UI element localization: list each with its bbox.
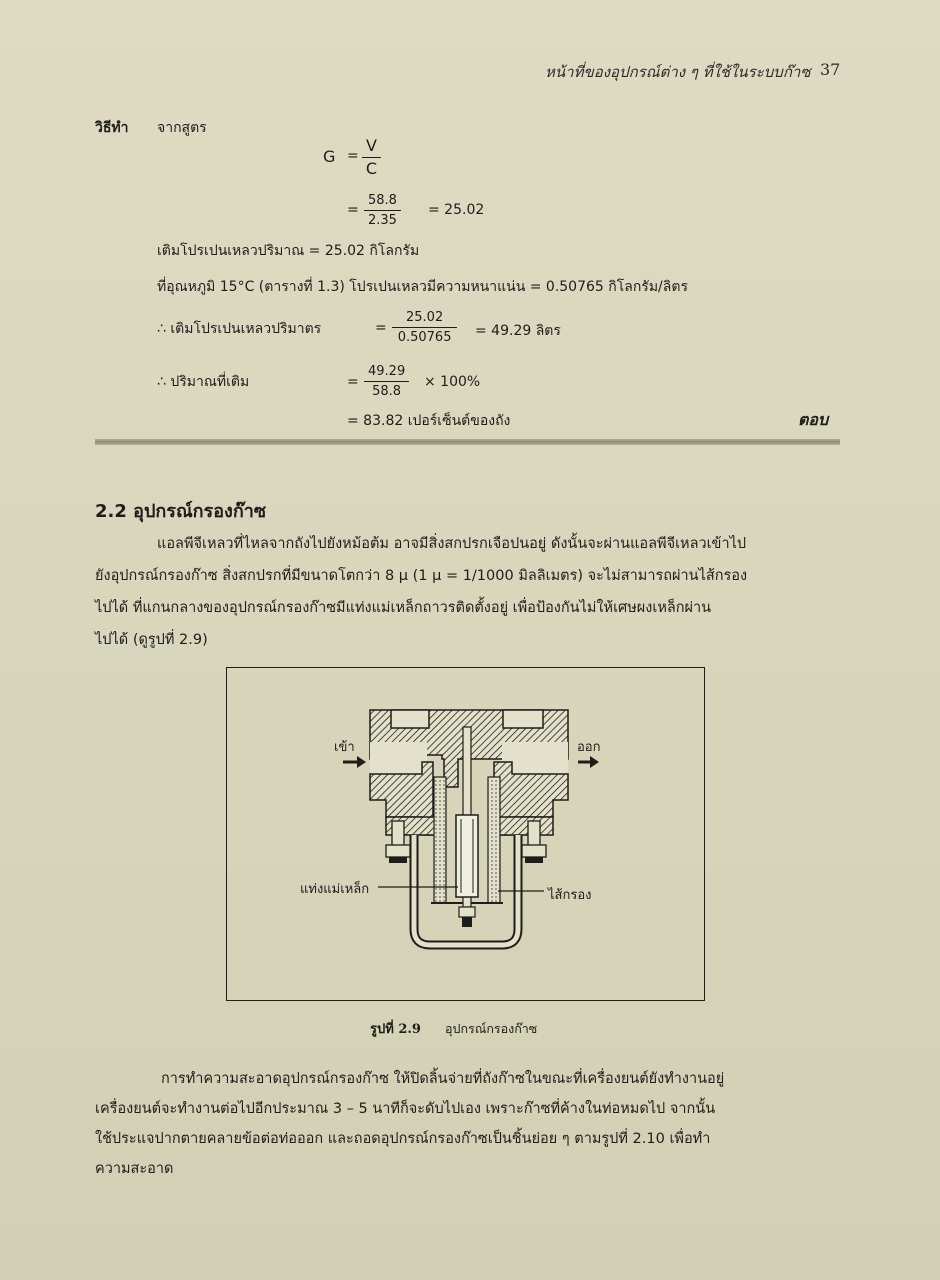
volume-label: ∴ เติมโปรเปนเหลวปริมาตร [157, 321, 322, 337]
step1-eq: = [347, 202, 359, 218]
formula-lhs: G [323, 147, 336, 166]
percent-numerator: 49.29 [364, 364, 409, 382]
final-result: = 83.82 เปอร์เซ็นต์ของถัง [347, 413, 511, 429]
label-outlet: ออก [577, 740, 601, 755]
percent-label: ∴ ปริมาณที่เติม [157, 374, 250, 390]
label-magnet: แท่งแม่เหล็ก [300, 882, 370, 897]
paragraph-line: ความสะอาด [95, 1161, 174, 1177]
formula-denominator: C [365, 159, 378, 178]
paragraph-line: แอลพีจีเหลวที่ไหลจากถังไปยังหม้อต้ม อาจมีสิ่งสกปรกเจือปนอยู่ ดังนั้นจะผ่านแอลพีจีเหลวเข้าไป [157, 536, 747, 552]
paragraph-line: เครื่องยนต์จะทำงานต่อไปอีกประมาณ 3 – 5 นาทีก็จะดับไปเอง เพราะก๊าซที่ค้างในท่อหมดไป จากนั้น [95, 1101, 716, 1117]
line-density: ที่อุณหภูมิ 15°C (ตารางที่ 1.3) โปรเปนเหลวมีความหนาแน่น = 0.50765 กิโลกรัม/ลิตร [157, 279, 688, 295]
volume-eq: = [375, 320, 387, 336]
section-heading: 2.2 อุปกรณ์กรองก๊าซ [95, 501, 267, 522]
label-filter: ไส้กรอง [548, 888, 592, 903]
paragraph-line: ไปได้ ที่แกนกลางของอุปกรณ์กรองก๊าซมีแท่งแม่เหล็กถาวรติดตั้งอยู่ เพื่อป้องกันไม่ให้เศษผงเหล็กผ่าน [95, 600, 712, 616]
paragraph-line: ยังอุปกรณ์กรองก๊าซ สิ่งสกปรกที่มีขนาดโตกว่า 8 μ (1 μ = 1/1000 มิลลิเมตร) จะไม่สามารถผ่านไส้กรอง [95, 568, 748, 584]
figure-caption-number: รูปที่ 2.9 [370, 1022, 421, 1037]
volume-numerator: 25.02 [392, 310, 457, 328]
paragraph-line: การทำความสะอาดอุปกรณ์กรองก๊าซ ให้ปิดลิ้นจ่ายที่ถังก๊าซในขณะที่เครื่องยนต์ยังทำงานอยู่ [161, 1071, 725, 1087]
volume-result: = 49.29 ลิตร [475, 323, 561, 339]
paragraph-line: ไปได้ (ดูรูปที่ 2.9) [95, 632, 208, 648]
formula-eq: = [347, 148, 359, 164]
solution-intro: จากสูตร [157, 120, 207, 136]
section-divider [95, 439, 840, 445]
solution-label: วิธีทำ [95, 120, 129, 136]
section-paragraph [95, 528, 840, 656]
step1-denominator: 2.35 [368, 213, 397, 228]
cleaning-paragraph [95, 1064, 840, 1184]
percent-denominator: 58.8 [372, 384, 402, 399]
percent-fraction [364, 364, 409, 399]
percent-eq: = [347, 374, 359, 390]
formula-fraction [362, 137, 381, 178]
step1-fraction [364, 193, 401, 228]
label-inlet: เข้า [334, 740, 355, 755]
volume-denominator: 0.50765 [397, 330, 452, 345]
formula-numerator: V [362, 137, 381, 158]
step1-result: = 25.02 [428, 202, 485, 218]
outlet-arrow-icon [578, 756, 599, 768]
volume-fraction [392, 310, 457, 345]
page-number: 37 [820, 60, 841, 79]
paragraph-line: ใช้ประแจปากตายคลายข้อต่อท่อออก และถอดอุปกรณ์กรองก๊าซเป็นชิ้นย่อย ๆ ตามรูปที่ 2.10 เพื่อทำ [95, 1131, 711, 1147]
step1-numerator: 58.8 [364, 193, 401, 211]
line-mass: เติมโปรเปนเหลวปริมาณ = 25.02 กิโลกรัม [157, 243, 420, 259]
percent-multiplier: × 100% [424, 374, 481, 390]
inlet-arrow-icon [343, 756, 366, 768]
figure-caption-text: อุปกรณ์กรองก๊าซ [445, 1021, 538, 1036]
running-header: หน้าที่ของอุปกรณ์ต่าง ๆ ที่ใช้ในระบบก๊าซ [545, 63, 811, 81]
gas-filter-diagram [226, 667, 705, 1001]
answer-label: ตอบ [798, 410, 829, 429]
